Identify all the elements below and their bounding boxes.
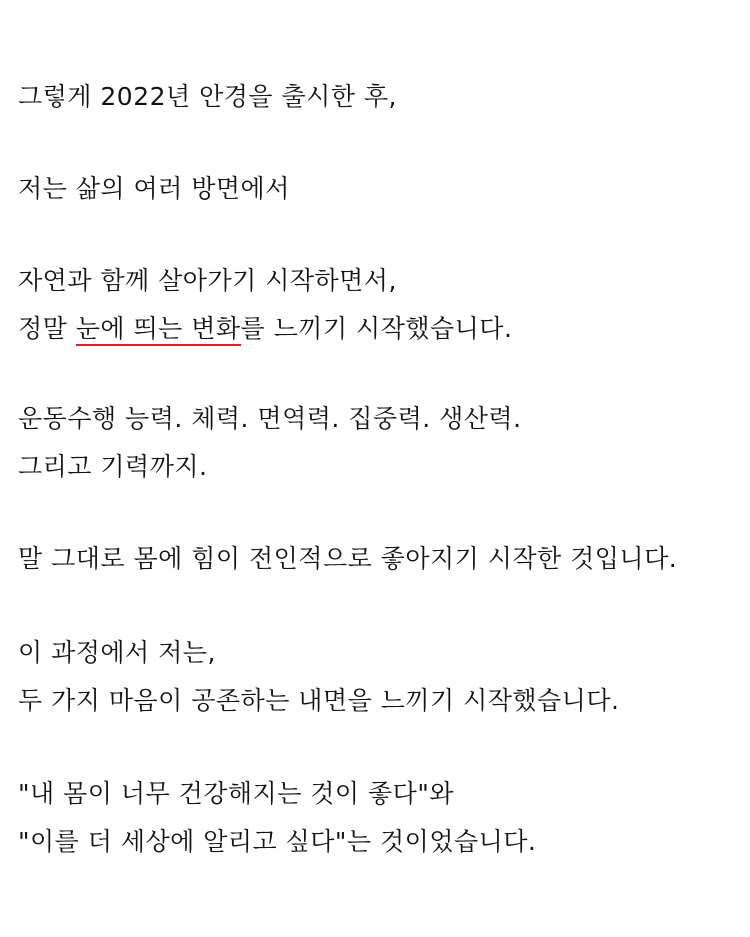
text-line-4 xyxy=(18,312,512,346)
text-line-3: 자연과 함께 살아가기 시작하면서, xyxy=(18,266,397,295)
text-line-4-suffix: 를 느끼기 시작했습니다. xyxy=(240,314,513,343)
text-line-4-prefix: 정말 xyxy=(18,314,76,343)
text-line-6: 그리고 기력까지. xyxy=(18,452,208,481)
text-line-10: "내 몸이 너무 건강해지는 것이 좋다"와 xyxy=(18,779,454,808)
text-line-8: 이 과정에서 저는, xyxy=(18,638,216,667)
text-line-7: 말 그대로 몸에 힘이 전인적으로 좋아지기 시작한 것입니다. xyxy=(18,544,678,573)
text-line-1: 그렇게 2022년 안경을 출시한 후, xyxy=(18,82,398,111)
text-line-11: "이를 더 세상에 알리고 싶다"는 것이었습니다. xyxy=(18,827,537,856)
highlighted-phrase: 눈에 띄는 변화 xyxy=(76,314,241,346)
text-line-5: 운동수행 능력. 체력. 면역력. 집중력. 생산력. xyxy=(18,404,522,433)
text-line-9: 두 가지 마음이 공존하는 내면을 느끼기 시작했습니다. xyxy=(18,686,620,715)
text-line-2: 저는 삶의 여러 방면에서 xyxy=(18,174,290,203)
